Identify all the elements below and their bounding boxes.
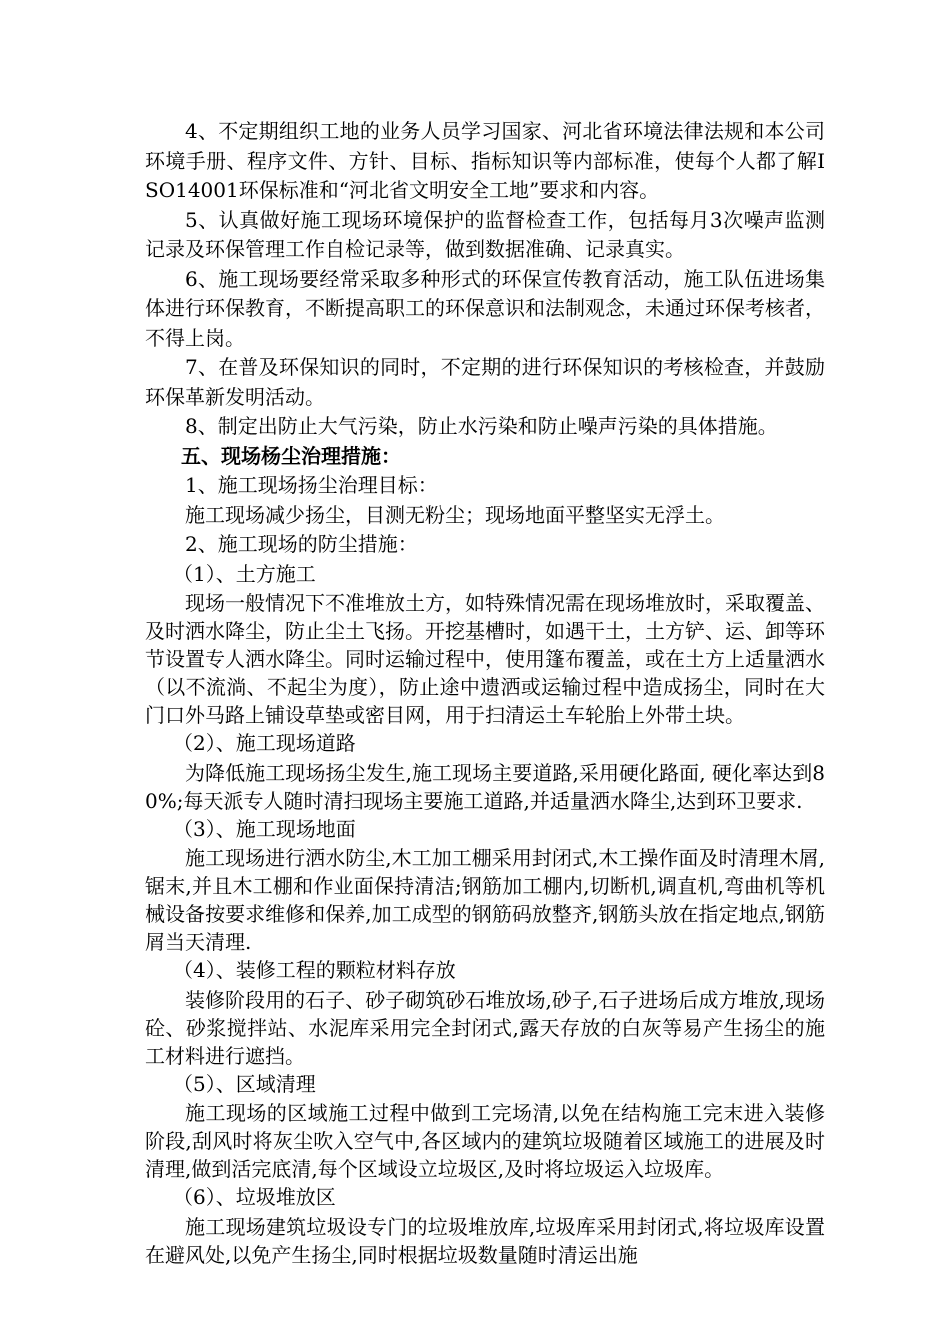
subheading-garbage-area: （6）、垃圾堆放区 [173,1185,336,1209]
garbage-area-text: 施工现场建筑垃圾设专门的垃圾堆放库,垃圾库采用封闭式,将垃圾库设置在避风处,以免产生扬尘,同时根据垃圾数量随时清运出施 [145,1214,825,1267]
subheading-earthwork: （1）、土方施工 [173,561,316,586]
subheading-site-ground: （3）、施工现场地面 [173,816,356,841]
paragraph-item-4: 4、不定期组织工地的业务人员学习国家、河北省环境法律法规和本公司环境手册、程序文件、方针、目标、指标知识等内部标准，使每个人都了解ISO14001环保标准和“河北省文明安全工地”要求和内容。 [145,119,825,202]
section-heading: 五、现场杨尘治理措施： [181,443,401,468]
paragraph-item-7: 7、在普及环保知识的同时，不定期的进行环保知识的考核检查，并鼓励环保革新发明活动。 [145,355,825,409]
subsection-1-title: 1、施工现场扬尘治理目标： [185,473,438,497]
area-cleanup-text: 施工现场的区域施工过程中做到工完场清,以免在结构施工完末进入装修阶段,刮风时将灰尘吹入空气中,各区域内的建筑垃圾随着区域施工的进展及时清理,做到活完底清,每个区域设立垃圾区,及时将垃圾运入垃圾库。 [145,1101,825,1181]
earthwork-text: 现场一般情况下不准堆放土方，如特殊情况需在现场堆放时，采取覆盖、及时洒水降尘，防止尘土飞扬。开挖基槽时，如遇干土，土方铲、运、卸等环节设置专人洒水降尘。同时运输过程中，使用篷布覆盖，或在土方上适量洒水（以不流淌、不起尘为度），防止途中遗洒或运输过程中造成扬尘，同时在大门口外马路上铺设草垫或密目网，用于扫清运土车轮胎上外带土块。 [145,591,825,727]
subsection-1-text: 施工现场减少扬尘，目测无粉尘；现场地面平整坚实无浮土。 [185,502,725,527]
paragraph-item-8: 8、制定出防止大气污染，防止水污染和防止噪声污染的具体措施。 [185,414,778,438]
subheading-area-cleanup: （5）、区域清理 [173,1071,316,1096]
subsection-2-title: 2、施工现场的防尘措施： [185,532,418,556]
site-roads-text: 为降低施工现场扬尘发生,施工现场主要道路,采用硬化路面, 硬化率达到80%;每天派专人随时清扫现场主要施工道路,并适量洒水降尘,达到环卫要求. [145,760,825,813]
subheading-site-roads: （2）、施工现场道路 [173,731,356,755]
material-storage-text: 装修阶段用的石子、砂子砌筑砂石堆放场,砂子,石子进场后成方堆放,现场砼、砂浆搅拌站、水泥库采用完全封闭式,露天存放的白灰等易产生扬尘的施工材料进行遮挡。 [145,987,825,1068]
document-body [145,117,825,1269]
subheading-material-storage: （4）、装修工程的颗粒材料存放 [173,958,456,982]
site-ground-text: 施工现场进行洒水防尘,木工加工棚采用封闭式,木工操作面及时清理木屑,锯末,并且木工棚和作业面保持清洁;钢筋加工棚内,切断机,调直机,弯曲机等机械设备按要求维修和保养,加工成型的钢筋码放整齐,钢筋头放在指定地点,钢筋屑当天清理. [145,846,825,954]
paragraph-item-5: 5、认真做好施工现场环境保护的监督检查工作，包括每月3次噪声监测记录及环保管理工作自检记录等，做到数据准确、记录真实。 [145,207,825,261]
paragraph-item-6: 6、施工现场要经常采取多种形式的环保宣传教育活动，施工队伍进场集体进行环保教育，不断提高职工的环保意识和法制观念，未通过环保考核者，不得上岗。 [145,266,825,350]
